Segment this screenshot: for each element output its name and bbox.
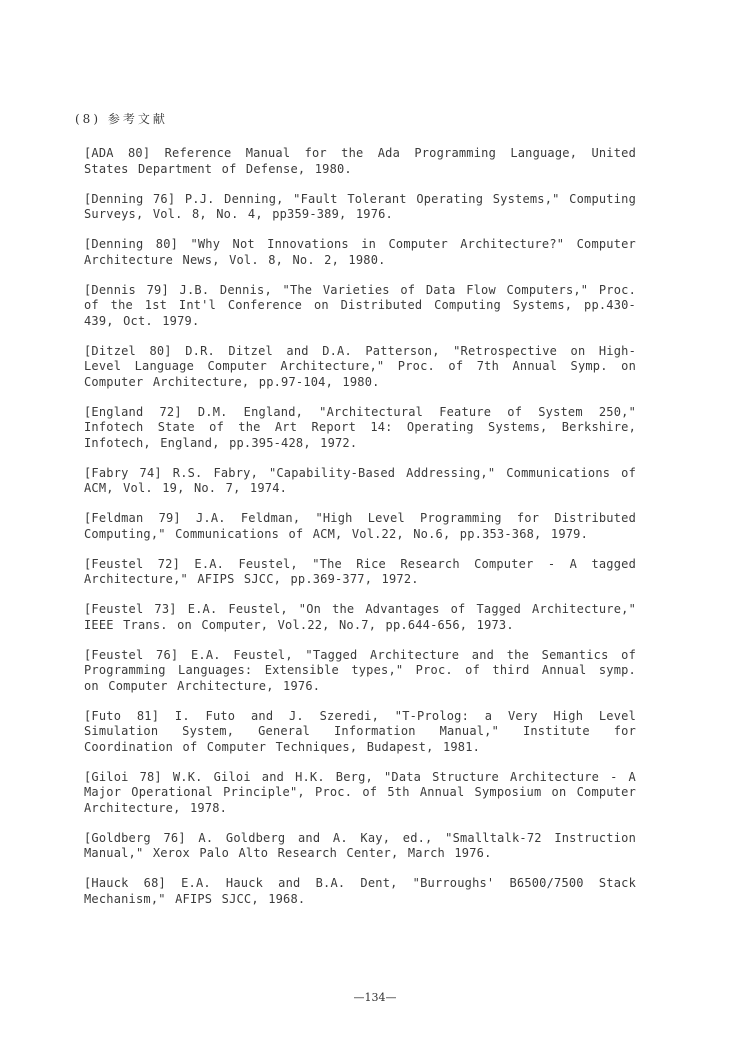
reference-item: [Goldberg 76] A. Goldberg and A. Kay, ed., "Smalltalk-72 Instruction Manual," Xerox Palo Alto Research Center, March 1976. [84,830,636,860]
reference-item: [Denning 80] "Why Not Innovations in Computer Architecture?" Computer Architecture News, Vol. 8, No. 2, 1980. [84,237,636,267]
reference-item: [Fabry 74] R.S. Fabry, "Capability-Based Addressing," Communications of ACM, Vol. 19, No. 7, 1974. [84,465,636,495]
reference-item: [Feustel 73] E.A. Feustel, "On the Advantages of Tagged Architecture," IEEE Trans. on Computer, Vol.22, No.7, pp.644-656, 1973. [84,602,636,632]
reference-item: [Feustel 76] E.A. Feustel, "Tagged Architecture and the Semantics of Programming Languages: Extensible types," Proc. of third Annual symp. on Computer Architecture, 1976. [84,647,636,693]
section-heading: (8) 参考文献 [75,112,168,126]
reference-item: [ADA 80] Reference Manual for the Ada Programming Language, United States Department of Defense, 1980. [84,146,636,176]
reference-item: [Giloi 78] W.K. Giloi and H.K. Berg, "Data Structure Architecture - A Major Operational Principle", Proc. of 5th Annual Symposium on Computer Architecture, 1978. [84,769,636,815]
reference-item: [Futo 81] I. Futo and J. Szeredi, "T-Prolog: a Very High Level Simulation System, General Information Manual," Institute for Coordination of Computer Techniques, Budapest, 1981. [84,708,636,754]
reference-item: [Dennis 79] J.B. Dennis, "The Varieties of Data Flow Computers," Proc. of the 1st Int'l Conference on Distributed Computing Systems, pp.430-439, Oct. 1979. [84,282,636,328]
page-number: —134— [353,991,397,1004]
reference-item: [Feldman 79] J.A. Feldman, "High Level Programming for Distributed Computing," Communications of ACM, Vol.22, No.6, pp.353-368, 1979. [84,511,636,541]
reference-item: [Denning 76] P.J. Denning, "Fault Tolerant Operating Systems," Computing Surveys, Vol. 8, No. 4, pp359-389, 1976. [84,191,636,221]
reference-item: [Feustel 72] E.A. Feustel, "The Rice Research Computer - A tagged Architecture," AFIPS SJCC, pp.369-377, 1972. [84,556,636,586]
reference-list [84,146,636,922]
reference-item: [England 72] D.M. England, "Architectural Feature of System 250," Infotech State of the Art Report 14: Operating Systems, Berkshire, Infotech, England, pp.395-428, 1972. [84,404,636,450]
reference-item: [Hauck 68] E.A. Hauck and B.A. Dent, "Burroughs' B6500/7500 Stack Mechanism," AFIPS SJCC, 1968. [84,876,636,906]
reference-item: [Ditzel 80] D.R. Ditzel and D.A. Patterson, "Retrospective on High-Level Language Computer Architecture," Proc. of 7th Annual Symp. on Computer Architecture, pp.97-104, 1980. [84,343,636,389]
